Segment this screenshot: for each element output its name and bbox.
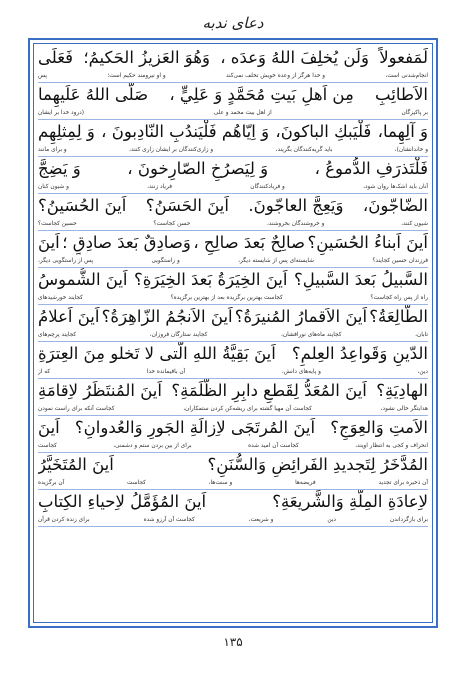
arabic-text-line [38,46,428,70]
translation-phrase: آن باقیمانده خدا [146,369,186,375]
arabic-phrase: لَمَفعولاً [379,48,428,67]
arabic-phrase: فَلْتَذرَفِ الدُّموعُ ، [314,159,428,178]
arabic-text-line [38,342,428,366]
prayer-line [38,194,428,231]
arabic-text-line [38,83,428,107]
translation-phrase: آن ذخیره برای تجدید [378,480,428,486]
translation-phrase: برای زنده کردن قرآن [38,517,90,523]
translation-phrase: حسین کجاست؟ [38,221,77,227]
translation-phrase: آنان باید اشک‌ها روان شود، [363,184,428,190]
arabic-phrase: اَينَ الشُّموسُ [38,270,128,289]
arabic-phrase: الضّاجّونَ، [362,196,428,215]
arabic-text-line [38,453,428,477]
prayer-line [38,342,428,379]
translation-phrase: انحراف و کجی به انتظار اویند، [355,443,428,449]
arabic-text-line [38,416,428,440]
translation-phrase: از اهل بیت محمد و علی [213,110,272,116]
arabic-phrase: اَينَ [38,418,60,437]
arabic-phrase: الدّينِ وَقَواعِدُ العِلمِ؟ [291,344,428,363]
translation-phrase: دین [327,517,336,523]
persian-translation-line [38,515,428,525]
arabic-phrase: اَينَ [38,233,60,252]
arabic-phrase: اَينَ المُتَخَيَّرُ [38,455,114,474]
translation-phrase: و خاندانشان)، [394,147,428,153]
arabic-text-line [38,268,428,292]
persian-translation-line [38,478,428,488]
translation-phrase: شیون کنند، [401,221,428,227]
translation-phrase: کجاست بهترین برگزیده بعد از بهترین برگزیده؟ [170,295,283,301]
arabic-phrase: الاَطائِبِ [375,85,428,104]
arabic-text-line [38,379,428,403]
translation-phrase: (درود خدا بر ایشان [38,110,85,116]
arabic-phrase: المُدَّخَرُ لِتَجديدِ الفَرائِضِ وَالسُّنَنِ؟ [207,455,428,474]
arabic-phrase: وَ يَضِجَّ [38,159,81,178]
translation-phrase: کجایند ستارگان فروزان، [149,332,208,338]
translation-phrase: فریضه‌ها [295,480,316,486]
translation-phrase: و فریادکنندگان [250,184,285,190]
arabic-phrase: الاَمتِ وَالعِوَجِ؟ [330,418,428,437]
translation-phrase: آن برگزیده [38,480,65,486]
prayer-line [38,305,428,342]
arabic-phrase: اَينَ الحُسَينُ؟ [38,196,127,215]
prayer-text-body [38,46,428,622]
translation-phrase: و شیون کنان [38,184,69,190]
translation-phrase: بر پاکیزگان [401,110,428,116]
translation-phrase: و راستگویی [151,258,180,264]
translation-phrase: هدایتگر خالی نشود، [380,406,428,412]
translation-phrase: کجاست آن امید شده [248,443,299,449]
arabic-phrase: السَّبيلُ بَعدَ السَّبيلِ؟ [293,270,428,289]
arabic-phrase: اَينَ المُنتَظَرُ لاِقامَةِ [38,381,162,400]
translation-phrase: راه از پس راه کجاست؟ [370,295,428,301]
translation-phrase: تابان، [415,332,428,338]
translation-phrase: کجاست آنکه برای راست نمودن [38,406,115,412]
prayer-line [38,46,428,83]
arabic-phrase: وَ لِمِثلِهِم [38,122,95,141]
translation-phrase: و پایه‌های دانش، [281,369,321,375]
arabic-phrase: لاِعادَةِ المِلَّةِ وَالشَّريعَةِ؟ [272,492,428,511]
prayer-line [38,453,428,490]
translation-phrase: کجایند پرچم‌های [38,332,77,338]
arabic-phrase: وَيَعِجَّ العاجّونَ. [248,196,344,215]
arabic-phrase: صَلَّى اللهُ عَلَيهِما [38,85,149,104]
translation-phrase: باید گریه‌کنندگان بگریند، [275,147,333,153]
translation-phrase: فرزندان حسین کجایند؟ [372,258,428,264]
arabic-phrase: صالِحٌ بَعدَ صالِحٍ ، [193,233,306,252]
translation-phrase: پس [38,73,48,79]
prayer-line [38,416,428,453]
arabic-phrase: اَينَ الخِيَرَةُ بَعدَ الخِيَرَةِ؟ [134,270,288,289]
persian-translation-line [38,404,428,414]
persian-translation-line [38,441,428,451]
page-number: ۱۳۵ [223,635,243,649]
translation-phrase: و برای مانند [38,147,67,153]
arabic-phrase: اَينَ المُؤَمَّلُ لاِحياءِ الكِتابِ [38,492,207,511]
arabic-text-line [38,231,428,255]
translation-phrase: کجایند ماه‌های نورافشان، [281,332,342,338]
translation-phrase: و زاری‌کنندگان بر ایشان زاری کنند، [129,147,214,153]
arabic-phrase: فَعَلَى [38,48,74,67]
arabic-phrase: وَ آلِهِما، [377,122,428,141]
prayer-line [38,268,428,305]
arabic-phrase: وَهُوَ العَزيزُ الحَكيمُ؛ [83,48,210,67]
persian-translation-line [38,108,428,118]
arabic-phrase: فَلْيَبكِ الباكونَ، [275,122,372,141]
arabic-phrase: مِن اَهلِ بَيتِ مُحَمَّدٍ وَ عَلِيٍّ ، [169,85,354,104]
translation-phrase: دین، [417,369,428,375]
prayer-line [38,231,428,268]
arabic-phrase: اَينَ اَعلامُ [38,307,100,326]
prayer-line [38,490,428,527]
arabic-phrase: اَينَ الحَسَنُ؟ [145,196,229,215]
translation-phrase: فریاد زنند، [147,184,172,190]
prayer-line [38,157,428,194]
persian-translation-line [38,367,428,377]
translation-phrase: و سنت‌ها، [208,480,233,486]
arabic-phrase: الطّالِعَةُ؟ [369,307,428,326]
arabic-phrase: الهادِيَةِ؟ [376,381,428,400]
translation-phrase: انجام‌شدنی است، [385,73,428,79]
arabic-text-line [38,194,428,218]
translation-phrase: کجاست آن آرزو شده [143,517,195,523]
persian-translation-line [38,145,428,155]
persian-translation-line [38,219,428,229]
page-header-title: دعای ندبه [202,14,264,32]
translation-phrase: کجایند خورشیدهای [38,295,83,301]
persian-translation-line [38,71,428,81]
translation-phrase: شایسته‌ای پس از شایسته دیگر، [238,258,315,264]
translation-phrase: کجاست [38,443,57,449]
persian-translation-line [38,182,428,192]
arabic-phrase: اَينَ الاَقمارُ المُنيرَةُ؟ [234,307,368,326]
translation-phrase: و خروشندگان بخروشند، [267,221,325,227]
translation-phrase: کجاست آن مهیا گشته برای ریشه‌کن کردن ستمکاران، [183,406,312,412]
arabic-text-line [38,120,428,144]
arabic-phrase: وَلَن يُخلِفَ اللهُ وَعدَه ، [220,48,369,67]
arabic-phrase: وَصادِقٌ بَعدَ صادِقٍ ؛ [62,233,191,252]
translation-phrase: برای بازگرداندن [389,517,428,523]
translation-phrase: که از [38,369,51,375]
persian-translation-line [38,293,428,303]
persian-translation-line [38,256,428,266]
arabic-phrase: اَينَ الاَنجُمُ الزّاهِرَةُ؟ [101,307,233,326]
translation-phrase: حسن کجاست؟ [153,221,191,227]
arabic-phrase: اَينَ المُعَدُّ لِقَطعِ دابِرِ الظَّلَمَةِ؟ [171,381,367,400]
translation-phrase: و شریعت، [248,517,274,523]
translation-phrase: کجاست [127,480,146,486]
arabic-text-line [38,490,428,514]
translation-phrase: برای از بین بردن ستم و دشمنی، [113,443,192,449]
prayer-line [38,379,428,416]
translation-phrase: و خدا هرگز از وعده خویش تخلف نمی‌کند [225,73,326,79]
prayer-line [38,120,428,157]
arabic-phrase: اَينَ اَبناءُ الحُسَينِ؟ [307,233,428,252]
arabic-text-line [38,157,428,181]
arabic-phrase: اَينَ بَقِيَّةُ اللهِ الَّتى لا تَخلو مِنَ العِترَةِ [38,344,276,363]
arabic-phrase: وَ لِيَصرُخِ الصّارِخونَ ، [127,159,269,178]
arabic-phrase: وَ اِيّاهُم فَلْيَندُبِ النّادِبونَ ، [101,122,270,141]
arabic-text-line [38,305,428,329]
translation-phrase: پس از راستگویی دیگر، [38,258,94,264]
translation-phrase: و او نیرومند حکیم است؛ [107,73,166,79]
arabic-phrase: اَينَ المُرتَجَى لاِزالَةِ الجَورِ وَالعُدوانِ؟ [74,418,316,437]
persian-translation-line [38,330,428,340]
prayer-line [38,83,428,120]
